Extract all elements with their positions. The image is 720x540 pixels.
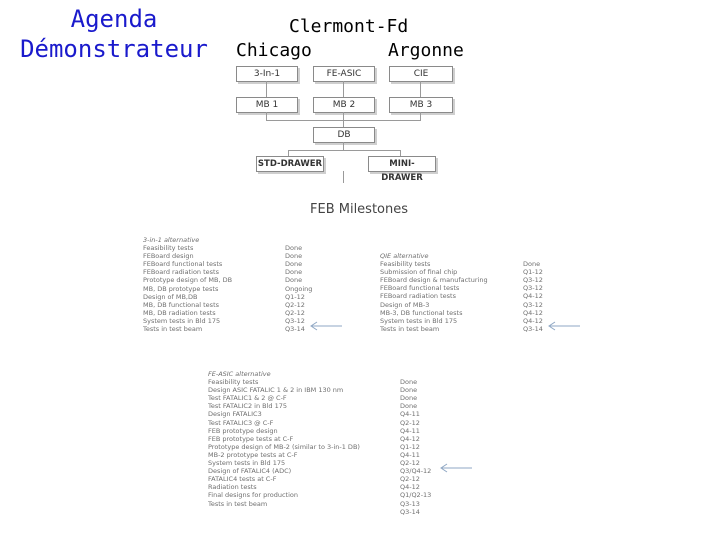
milestone-status: Q3-13 (400, 499, 420, 508)
box-mb-2: MB 2 (313, 97, 375, 113)
milestone-status: Q2-12 (285, 308, 305, 317)
milestone-status: Q3-12 (523, 284, 543, 293)
milestone-status: Q4-11 (400, 426, 420, 435)
box-mb-3: MB 3 (389, 97, 453, 113)
milestone-task: FEB prototype design (208, 426, 278, 435)
table-rows (380, 260, 543, 333)
milestone-status: Q2-12 (400, 459, 420, 468)
arrow-left-icon (438, 463, 474, 473)
agenda-line2: Démonstrateur (20, 35, 208, 63)
milestone-task (208, 508, 400, 516)
table-row (208, 410, 431, 418)
milestone-status: Q4-12 (400, 434, 420, 443)
milestone-task: System tests in Bld 175 (380, 316, 458, 325)
table-row (208, 508, 431, 516)
connector (343, 81, 344, 97)
milestone-status: Q3-14 (400, 507, 420, 516)
table-row (208, 500, 431, 508)
milestone-task: FEBoard design & manufacturing (380, 276, 488, 285)
milestone-status: Q2-12 (400, 418, 420, 427)
arrow-left-icon (546, 321, 582, 331)
milestone-status: Done (400, 402, 418, 411)
milestone-status: Q2-12 (400, 475, 420, 484)
table-row (380, 268, 543, 276)
table-row (143, 268, 312, 276)
milestone-status: Q4-12 (523, 292, 543, 301)
site-label-clermont: Clermont-Fd (289, 16, 409, 37)
milestones-table-qie (380, 252, 543, 333)
milestone-status: Done (285, 260, 303, 269)
box-std-drawer: STD-DRAWER (256, 156, 324, 172)
milestone-task: FEBoard functional tests (380, 284, 460, 293)
connector (266, 81, 267, 97)
milestone-task: Prototype design of MB-2 (similar to 3-in-1 DB) (208, 442, 360, 451)
table-row (208, 419, 431, 427)
table-row (143, 309, 312, 317)
table-row (143, 260, 312, 268)
table-row (208, 427, 431, 435)
table-row (208, 483, 431, 491)
box-mb-1: MB 1 (236, 97, 298, 113)
table-row (208, 435, 431, 443)
milestone-status: Done (400, 386, 418, 395)
milestone-status: Q1-12 (400, 442, 420, 451)
milestone-status: Q4-12 (523, 308, 543, 317)
table-rows (143, 244, 312, 333)
milestone-task: Test FATALIC2 in Bld 175 (208, 402, 287, 411)
milestone-task: System tests in Bld 175 (143, 316, 221, 325)
milestone-task: Feasibility tests (380, 260, 431, 269)
table-row (380, 301, 543, 309)
connector (288, 150, 400, 151)
milestone-task: Tests in test beam (380, 324, 440, 333)
milestone-task: Tests in test beam (208, 499, 268, 508)
connector (266, 112, 267, 120)
milestone-task: Feasibility tests (208, 378, 259, 387)
table-row (380, 284, 543, 292)
agenda-title (0, 4, 228, 64)
milestone-status: Ongoing (285, 284, 313, 293)
table-row (208, 443, 431, 451)
connector (266, 120, 421, 121)
milestone-status: Q3-12 (523, 276, 543, 285)
table-row (380, 317, 543, 325)
milestone-task: FEBoard design (143, 252, 194, 261)
milestone-status: Q1/Q2-13 (400, 491, 432, 500)
milestones-table-fe-asic (208, 370, 431, 516)
milestone-task: Final designs for production (208, 491, 298, 500)
milestone-status: Q3-12 (523, 300, 543, 309)
milestone-task: FEBoard radiation tests (143, 268, 219, 277)
table-row (380, 276, 543, 284)
table-row (380, 309, 543, 317)
milestone-status: Q3/Q4-12 (400, 467, 432, 476)
milestone-task: MB-2 prototype tests at C-F (208, 450, 298, 459)
milestone-status: Q3-14 (285, 325, 305, 334)
milestone-status: Done (285, 268, 303, 277)
milestone-task: Tests in test beam (143, 325, 203, 334)
table-title: QIE alternative (380, 252, 429, 260)
milestone-task: Test FATALIC1 & 2 @ C-F (208, 394, 287, 403)
feb-milestones-heading: FEB Milestones (310, 202, 409, 217)
milestone-task: MB, DB radiation tests (143, 308, 216, 317)
table-row (208, 491, 431, 499)
milestone-status: Q3-12 (285, 316, 305, 325)
table-row (208, 378, 431, 386)
milestone-status: Q4-11 (400, 410, 420, 419)
box-fe-asic: FE-ASIC (313, 66, 375, 82)
milestone-task: FEB prototype tests at C-F (208, 434, 294, 443)
table-row (208, 467, 431, 475)
table-rows (208, 378, 431, 516)
table-row (208, 394, 431, 402)
table-title: FE-ASIC alternative (208, 370, 271, 378)
milestone-task: FATALIC4 tests at C-F (208, 475, 277, 484)
milestone-task: MB-3, DB functional tests (380, 308, 463, 317)
milestone-task: Radiation tests (208, 483, 257, 492)
milestone-status: Q4-12 (523, 316, 543, 325)
milestone-status: Q4-11 (400, 450, 420, 459)
table-row (380, 292, 543, 300)
milestone-task: Design of MB-3 (380, 300, 430, 309)
table-row (143, 252, 312, 260)
arrow-left-icon (308, 321, 344, 331)
milestone-status: Done (400, 378, 418, 387)
table-row (208, 475, 431, 483)
table-row (143, 276, 312, 284)
milestone-task: Design of MB,DB (143, 292, 198, 301)
box-mini-drawer: MINI-DRAWER (368, 156, 436, 172)
box-db: DB (313, 127, 375, 143)
site-label-chicago: Chicago (236, 40, 312, 61)
table-row (208, 451, 431, 459)
milestone-task: Design of FATALIC4 (ADC) (208, 467, 292, 476)
milestone-status: Done (523, 260, 541, 269)
milestone-status: Q1-12 (285, 292, 305, 301)
table-row (143, 293, 312, 301)
agenda-line1: Agenda (70, 5, 158, 33)
milestone-status: Done (285, 244, 303, 253)
connector (343, 142, 344, 150)
milestone-task: System tests in Bld 175 (208, 459, 286, 468)
connector (420, 81, 421, 97)
milestone-task: MB, DB prototype tests (143, 284, 219, 293)
milestone-status: Q2-12 (285, 300, 305, 309)
table-row (143, 317, 312, 325)
site-label-argonne: Argonne (388, 40, 464, 61)
table-row (208, 402, 431, 410)
box-3-in-1: 3-In-1 (236, 66, 298, 82)
milestone-task: Feasibility tests (143, 244, 194, 253)
milestone-status: Done (400, 394, 418, 403)
milestone-task: FEBoard radiation tests (380, 292, 456, 301)
milestone-status: Q3-14 (523, 324, 543, 333)
table-row (143, 244, 312, 252)
milestone-task: FEBoard functional tests (143, 260, 223, 269)
connector (343, 171, 344, 183)
milestone-task: MB, DB functional tests (143, 300, 220, 309)
milestone-task: Design FATALIC3 (208, 410, 262, 419)
table-row (380, 260, 543, 268)
milestone-task: Design ASIC FATALIC 1 & 2 in IBM 130 nm (208, 386, 344, 395)
table-row (143, 285, 312, 293)
box-cie: CIE (389, 66, 453, 82)
milestone-status: Done (285, 252, 303, 261)
table-title: 3-in-1 alternative (143, 236, 200, 244)
table-row (143, 301, 312, 309)
connector (420, 112, 421, 120)
milestone-task: Submission of final chip (380, 268, 458, 277)
milestones-table-3-in-1 (143, 236, 312, 333)
milestone-status: Done (285, 276, 303, 285)
milestone-status: Q1-12 (523, 268, 543, 277)
table-row (208, 386, 431, 394)
milestone-task: Test FATALIC3 @ C-F (208, 418, 274, 427)
table-row (143, 325, 312, 333)
milestone-task: Prototype design of MB, DB (143, 276, 233, 285)
milestone-status: Q4-12 (400, 483, 420, 492)
table-row (208, 459, 431, 467)
table-row (380, 325, 543, 333)
